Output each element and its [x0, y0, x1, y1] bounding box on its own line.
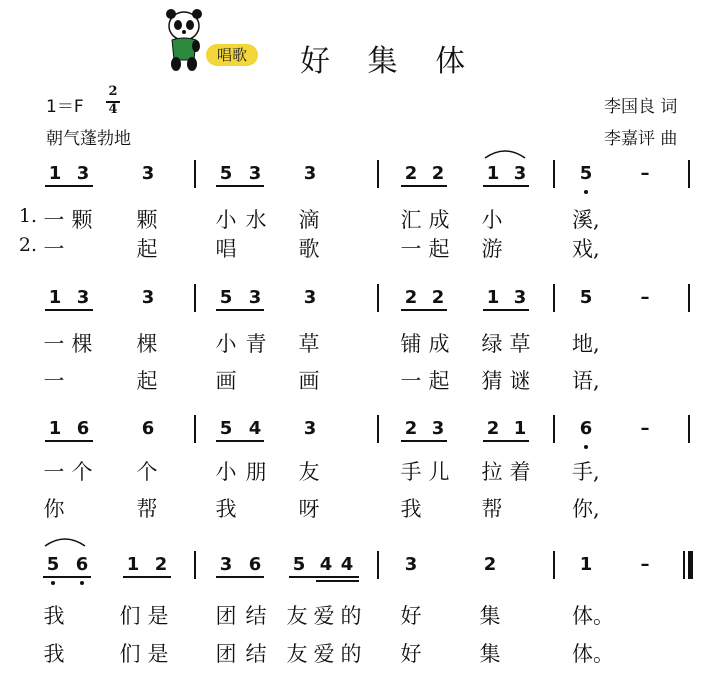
- note: 5: [219, 163, 233, 184]
- lyric-char: 我: [215, 497, 237, 521]
- lyric-char: 是: [147, 604, 169, 628]
- note: 5: [579, 287, 593, 308]
- eighth-underline: [43, 576, 91, 578]
- barline: [377, 284, 379, 312]
- dash: –: [640, 418, 650, 439]
- note: 2: [486, 418, 500, 439]
- time-signature-top: 2: [108, 84, 118, 99]
- lyric-char: 青: [245, 332, 267, 356]
- note: 5: [219, 287, 233, 308]
- lyric-char: 游: [481, 237, 503, 261]
- lyric-char: 画: [215, 369, 237, 393]
- note: 3: [141, 163, 155, 184]
- lyric-char: 一: [400, 369, 422, 393]
- note: 1: [48, 418, 62, 439]
- lyric-char: 小: [215, 332, 237, 356]
- lyric-char: 我: [400, 497, 422, 521]
- eighth-underline: [289, 576, 359, 578]
- lyric-char: 颗: [71, 208, 93, 232]
- lyric-char: 小: [215, 460, 237, 484]
- lyric-char: 友: [286, 604, 308, 628]
- lyric-char: 团: [215, 604, 237, 628]
- lyric-char: 你: [43, 497, 65, 521]
- note: 5: [579, 163, 593, 184]
- lyric-char: 一: [43, 369, 65, 393]
- lyric-char: 好: [400, 642, 422, 666]
- lyric-char: 我: [43, 604, 65, 628]
- barline: [194, 551, 196, 579]
- lyric-char: 帮: [481, 497, 503, 521]
- low-octave-dot: [584, 445, 588, 449]
- barline: [553, 160, 555, 188]
- note: 3: [431, 418, 445, 439]
- barline: [688, 160, 690, 188]
- time-signature-bottom: 4: [108, 102, 118, 117]
- lyric-char: 地,: [572, 332, 600, 356]
- lyric-char: 朋: [245, 460, 267, 484]
- lyric-char: 成: [428, 332, 450, 356]
- lyric-char: 小: [481, 208, 503, 232]
- lyric-char: 个: [71, 460, 93, 484]
- note: 6: [75, 554, 89, 575]
- lyric-char: 铺: [400, 332, 422, 356]
- lyric-char: 们: [119, 642, 141, 666]
- low-octave-dot: [584, 190, 588, 194]
- lyric-char: 体。: [572, 604, 614, 628]
- eighth-underline: [45, 440, 93, 442]
- lyric-char: 手: [400, 460, 422, 484]
- note: 4: [319, 554, 333, 575]
- lyric-char: 友: [286, 642, 308, 666]
- lyric-char: 戏,: [572, 237, 600, 261]
- note: 2: [404, 163, 418, 184]
- lyric-char: 谜: [509, 369, 531, 393]
- verse-number: 2.: [18, 234, 38, 256]
- eighth-underline: [123, 576, 171, 578]
- lyric-char: 拉: [481, 460, 503, 484]
- lyric-char: 帮: [136, 497, 158, 521]
- eighth-underline: [45, 185, 93, 187]
- note: 1: [486, 287, 500, 308]
- note: 4: [248, 418, 262, 439]
- eighth-underline: [216, 576, 264, 578]
- eighth-underline: [483, 185, 529, 187]
- barline: [194, 415, 196, 443]
- key-signature: 1＝F: [46, 97, 84, 117]
- barline: [553, 551, 555, 579]
- lyric-char: 的: [340, 604, 362, 628]
- barline: [194, 284, 196, 312]
- lyric-char: 歌: [298, 237, 320, 261]
- eighth-underline: [216, 440, 264, 442]
- note: 3: [248, 287, 262, 308]
- barline: [553, 415, 555, 443]
- note: 2: [483, 554, 497, 575]
- note: 3: [248, 163, 262, 184]
- eighth-underline: [483, 309, 529, 311]
- note: 3: [141, 287, 155, 308]
- lyric-char: 结: [245, 604, 267, 628]
- lyric-char: 小: [215, 208, 237, 232]
- lyric-char: 语,: [572, 369, 600, 393]
- note: 2: [404, 418, 418, 439]
- note: 2: [431, 163, 445, 184]
- note: 3: [513, 287, 527, 308]
- lyric-char: 画: [298, 369, 320, 393]
- note: 6: [141, 418, 155, 439]
- lyric-char: 水: [245, 208, 267, 232]
- barline: [377, 551, 379, 579]
- lyric-char: 棵: [71, 332, 93, 356]
- note: 5: [219, 418, 233, 439]
- lyric-char: 一: [43, 332, 65, 356]
- lyric-char: 爱: [313, 642, 335, 666]
- note: 3: [404, 554, 418, 575]
- lyric-char: 成: [428, 208, 450, 232]
- barline: [688, 415, 690, 443]
- note: 6: [76, 418, 90, 439]
- note: 3: [303, 287, 317, 308]
- lyric-char: 唱: [215, 237, 237, 261]
- lyric-char: 集: [479, 642, 501, 666]
- lyric-char: 好: [400, 604, 422, 628]
- note: 3: [303, 163, 317, 184]
- tie-arc: [482, 146, 528, 160]
- tie-arc: [42, 534, 88, 548]
- lyric-char: 绿: [481, 332, 503, 356]
- lyric-char: 的: [340, 642, 362, 666]
- note: 3: [76, 287, 90, 308]
- note: 1: [48, 287, 62, 308]
- note: 1: [579, 554, 593, 575]
- lyric-char: 滴: [298, 208, 320, 232]
- composer: 李嘉评 曲: [604, 129, 678, 149]
- lyric-char: 起: [428, 237, 450, 261]
- lyric-char: 颗: [136, 208, 158, 232]
- lyric-char: 呀: [298, 497, 320, 521]
- lyric-char: 团: [215, 642, 237, 666]
- lyric-char: 汇: [400, 208, 422, 232]
- final-barline-thick: [688, 551, 693, 579]
- lyric-char: 手,: [572, 460, 600, 484]
- eighth-underline: [216, 185, 264, 187]
- lyric-char: 一: [400, 237, 422, 261]
- low-octave-dot: [51, 581, 55, 585]
- lyric-char: 集: [479, 604, 501, 628]
- sing-badge: 唱歌: [206, 44, 258, 66]
- note: 3: [219, 554, 233, 575]
- lyric-char: 起: [136, 237, 158, 261]
- barline: [377, 160, 379, 188]
- barline: [688, 284, 690, 312]
- lyric-char: 一: [43, 237, 65, 261]
- verse-number: 1.: [18, 205, 38, 227]
- note: 2: [431, 287, 445, 308]
- note: 1: [486, 163, 500, 184]
- note: 3: [76, 163, 90, 184]
- eighth-underline: [216, 309, 264, 311]
- note: 5: [292, 554, 306, 575]
- sixteenth-underline: [316, 580, 359, 582]
- barline: [553, 284, 555, 312]
- dash: –: [640, 287, 650, 308]
- panda-mascot-icon: [160, 6, 208, 72]
- tempo-marking: 朝气蓬勃地: [46, 129, 131, 149]
- dash: –: [640, 163, 650, 184]
- lyricist: 李国良 词: [604, 97, 678, 117]
- lyric-char: 结: [245, 642, 267, 666]
- note: 5: [46, 554, 60, 575]
- eighth-underline: [45, 309, 93, 311]
- lyric-char: 儿: [428, 460, 450, 484]
- lyric-char: 一: [43, 460, 65, 484]
- barline: [377, 415, 379, 443]
- note: 3: [303, 418, 317, 439]
- dash: –: [640, 554, 650, 575]
- lyric-char: 猜: [481, 369, 503, 393]
- lyric-char: 着: [509, 460, 531, 484]
- note: 1: [126, 554, 140, 575]
- note: 6: [248, 554, 262, 575]
- lyric-char: 溪,: [572, 208, 600, 232]
- note: 3: [513, 163, 527, 184]
- lyric-char: 我: [43, 642, 65, 666]
- low-octave-dot: [80, 581, 84, 585]
- barline: [194, 160, 196, 188]
- song-title: 好 集 体: [300, 44, 480, 79]
- lyric-char: 棵: [136, 332, 158, 356]
- note: 1: [48, 163, 62, 184]
- final-barline-thin: [683, 551, 685, 579]
- note: 2: [404, 287, 418, 308]
- lyric-char: 一: [43, 208, 65, 232]
- lyric-char: 爱: [313, 604, 335, 628]
- lyric-char: 草: [509, 332, 531, 356]
- lyric-char: 个: [136, 460, 158, 484]
- note: 6: [579, 418, 593, 439]
- eighth-underline: [401, 440, 447, 442]
- lyric-char: 草: [298, 332, 320, 356]
- lyric-char: 你,: [572, 497, 600, 521]
- note: 4: [340, 554, 354, 575]
- lyric-char: 体。: [572, 642, 614, 666]
- lyric-char: 友: [298, 460, 320, 484]
- note: 2: [154, 554, 168, 575]
- lyric-char: 是: [147, 642, 169, 666]
- eighth-underline: [401, 309, 447, 311]
- eighth-underline: [401, 185, 447, 187]
- lyric-char: 起: [136, 369, 158, 393]
- eighth-underline: [483, 440, 529, 442]
- note: 1: [513, 418, 527, 439]
- lyric-char: 们: [119, 604, 141, 628]
- lyric-char: 起: [428, 369, 450, 393]
